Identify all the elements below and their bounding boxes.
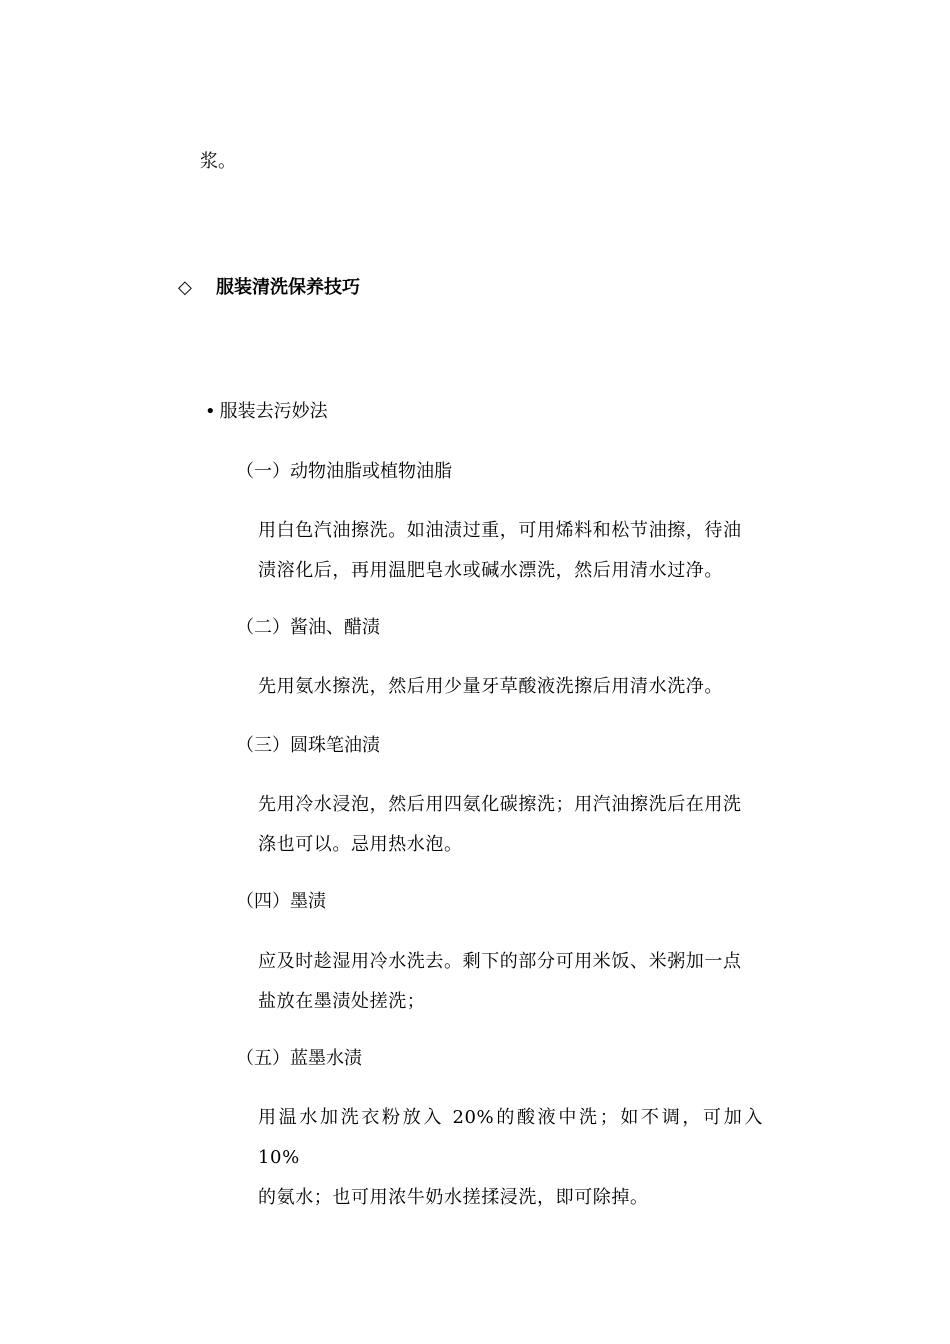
subheading-label: 服装去污妙法 xyxy=(219,401,328,422)
item-body xyxy=(258,1098,763,1218)
body-line: 先用氨水擦洗，然后用少量牙草酸液洗擦后用清水洗净。 xyxy=(258,676,723,697)
body-line: 先用冷水浸泡，然后用四氨化碳擦洗；用汽油擦洗后在用洗 xyxy=(258,794,742,815)
body-line: 盐放在墨渍处搓洗； xyxy=(258,991,426,1012)
item-title: （二）酱油、醋渍 xyxy=(236,617,380,638)
item-title: （四）墨渍 xyxy=(236,891,326,912)
continued-text-fragment: 浆。 xyxy=(200,151,236,172)
item-body xyxy=(258,942,763,1022)
body-line: 的氨水；也可用浓牛奶水搓揉浸洗，即可除掉。 xyxy=(258,1187,649,1208)
body-line: 渍溶化后，再用温肥皂水或碱水漂洗，然后用清水过净。 xyxy=(258,560,723,581)
body-line: 用温水加洗衣粉放入 20%的酸液中洗；如不调，可加入 10% xyxy=(258,1107,763,1168)
body-line: 应及时趁湿用冷水洗去。剩下的部分可用米饭、米粥加一点 xyxy=(258,951,742,972)
item-title: （三）圆珠笔油渍 xyxy=(236,735,380,756)
item-body xyxy=(258,667,763,707)
item-title: （五）蓝墨水渍 xyxy=(236,1048,362,1069)
bullet-subheading xyxy=(205,400,328,424)
bullet-dot-icon: • xyxy=(205,401,216,422)
item-body xyxy=(258,785,763,865)
section-title: 服装清洗保养技巧 xyxy=(216,277,360,298)
item-body xyxy=(258,511,763,591)
section-heading xyxy=(178,276,360,300)
body-line: 涤也可以。忌用热水泡。 xyxy=(258,834,463,855)
body-line: 用白色汽油擦洗。如油渍过重，可用烯料和松节油擦，待油 xyxy=(258,520,742,541)
item-title: （一）动物油脂或植物油脂 xyxy=(236,461,452,482)
diamond-bullet-icon: ◇ xyxy=(178,277,192,298)
